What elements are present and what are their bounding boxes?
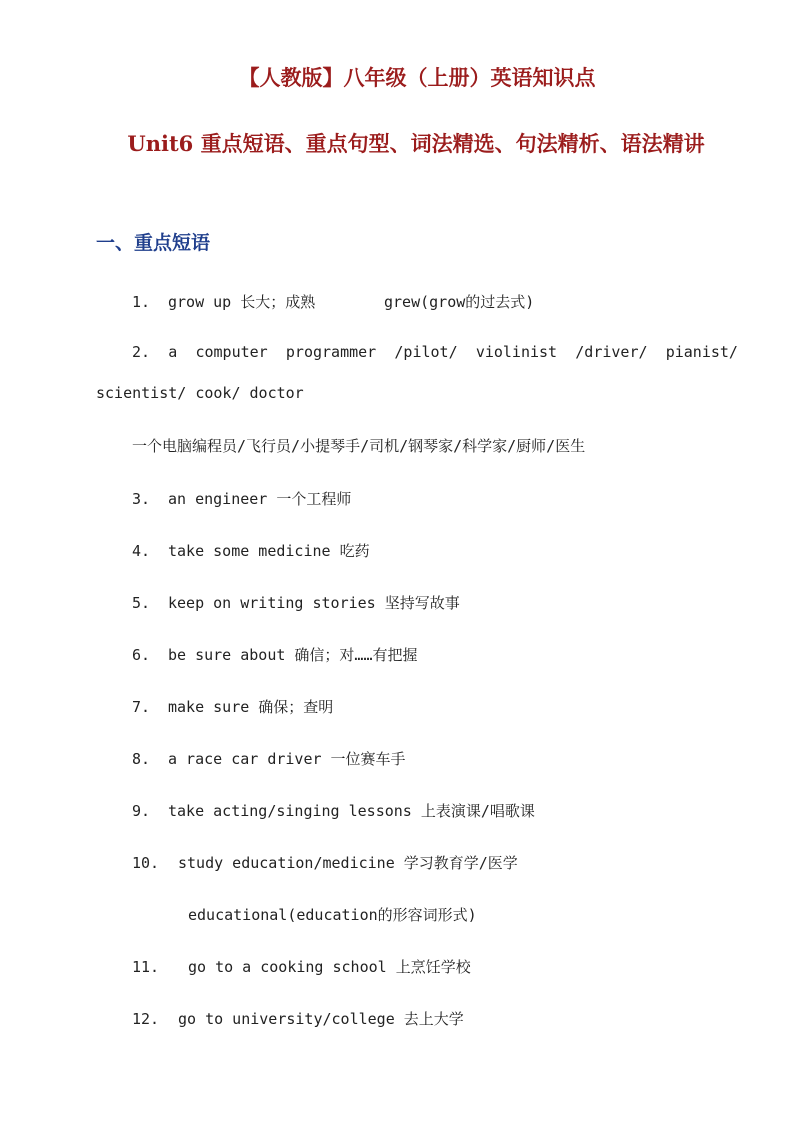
item-word: programmer — [285, 343, 377, 361]
item-text: a race car driver 一位赛车手 — [168, 750, 406, 768]
item-number: 9. — [132, 802, 151, 820]
item-note: grew(grow的过去式) — [384, 293, 535, 311]
item-number: 5. — [132, 594, 151, 612]
item-word: a — [168, 343, 178, 361]
item-word: /pilot/ — [394, 343, 458, 361]
item-number: 12. — [132, 1010, 160, 1028]
item-number: 8. — [132, 750, 151, 768]
list-item — [132, 1008, 464, 1029]
item-text: keep on writing stories 坚持写故事 — [168, 594, 460, 612]
item-number: 6. — [132, 646, 151, 664]
list-item — [132, 291, 315, 312]
item-text: go to a cooking school 上烹饪学校 — [188, 958, 471, 976]
item-translation: 一个电脑编程员/飞行员/小提琴手/司机/钢琴家/科学家/厨师/医生 — [132, 437, 586, 455]
item-text: take some medicine 吃药 — [168, 542, 370, 560]
document-title: 【人教版】八年级（上册）英语知识点 — [238, 65, 596, 90]
list-item — [132, 696, 333, 717]
item-word: pianist/ — [665, 343, 738, 361]
item-text: grow up 长大；成熟 — [168, 293, 316, 311]
item-number: 4. — [132, 542, 151, 560]
item-word: violinist — [475, 343, 558, 361]
item-number: 10. — [132, 854, 160, 872]
item-text: be sure about 确信；对……有把握 — [168, 646, 418, 664]
item-text: make sure 确保；查明 — [168, 698, 334, 716]
item-number: 3. — [132, 490, 151, 508]
item-text: study education/medicine 学习教育学/医学 — [178, 854, 518, 872]
document-subtitle: Unit6 重点短语、重点句型、词法精选、句法精析、语法精讲 — [127, 131, 705, 156]
section-heading: 一、重点短语 — [96, 232, 211, 254]
item-word: /driver/ — [575, 343, 648, 361]
item-number: 1. — [132, 293, 151, 311]
list-item — [132, 488, 351, 509]
list-item — [132, 748, 406, 769]
item-number: 11. — [132, 958, 160, 976]
item-number: 2. — [132, 343, 151, 361]
list-item — [132, 956, 471, 977]
item-text: go to university/college 去上大学 — [178, 1010, 464, 1028]
list-item — [132, 644, 418, 665]
list-item — [132, 540, 370, 561]
item-note: educational(education的形容词形式) — [188, 906, 477, 924]
item-number: 7. — [132, 698, 151, 716]
list-item — [132, 800, 535, 821]
item-continuation: scientist/ cook/ doctor — [96, 384, 304, 402]
item-text: take acting/singing lessons 上表演课/唱歌课 — [168, 802, 535, 820]
list-item — [132, 343, 738, 361]
item-word: computer — [195, 343, 268, 361]
item-text: an engineer 一个工程师 — [168, 490, 352, 508]
list-item — [132, 592, 460, 613]
list-item — [132, 852, 518, 873]
